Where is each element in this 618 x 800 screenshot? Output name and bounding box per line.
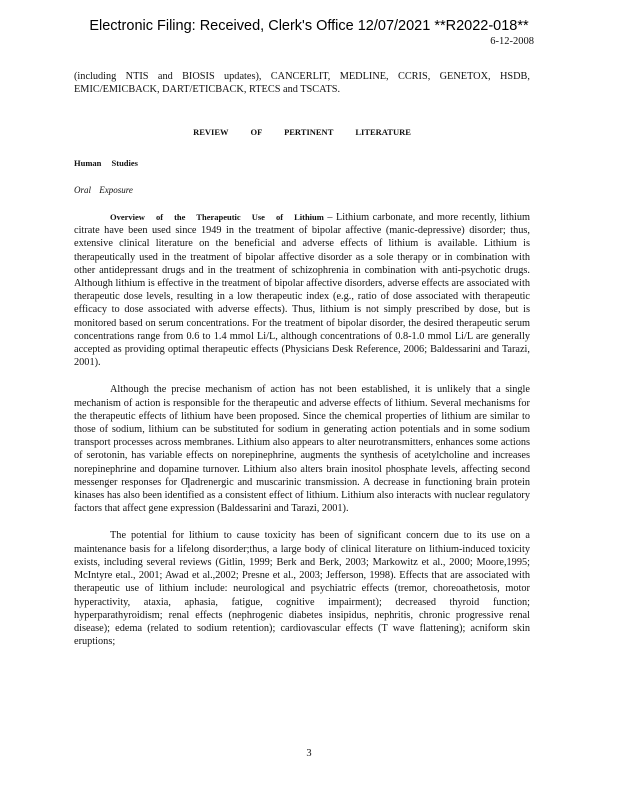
- filing-stamp-header: Electronic Filing: Received, Clerk's Office 12/07/2021 **R2022-018**: [89, 18, 529, 34]
- section-title: REVIEW OF PERTINENT LITERATURE: [193, 127, 411, 138]
- paragraph-mechanism: Although the precise mechanism of action has not been established, it is unlikely that a single mechanism of action is responsible for the therapeutic and adverse effects of lithium. Several mechanisms for the therapeutic effects of lithium have been proposed. Since the chemical properties of lithium are similar to those of sodium, lithium can be substituted for sodium in generating action potentials and in some sodium transport processes across membranes. Lithium also appears to alter neurotransmitters, enhances some actions of serotonin, has variable effects on norepinephrine, augments the synthesis of acetylcholine and increases norepinephrine and dopamine turnover. Lithium also alters brain inositol phosphate levels, affecting second messenger responses for Ƣadrenergic and muscarinic transmission. A decrease in functioning brain protein kinases has also been identified as a consistent effect of lithium. Lithium also interacts with nuclear regulatory factors that affect gene expression (Baldessarini and Tarazi, 2001).: [74, 384, 530, 515]
- document-date: 6-12-2008: [490, 36, 534, 47]
- subheading-oral-exposure: Oral Exposure: [74, 184, 133, 195]
- continuation-paragraph: (including NTIS and BIOSIS updates), CANCERLIT, MEDLINE, CCRIS, GENETOX, HSDB, EMIC/EMICBACK, DART/ETICBACK, RTECS and TSCATS.: [74, 71, 530, 96]
- page-number: 3: [306, 748, 312, 759]
- paragraph-toxicity: The potential for lithium to cause toxicity has been of significant concern due to its use on a maintenance basis for a lifelong disorder;thus, a large body of clinical literature on lithium-induced toxicity exists, including several reviews (Gitlin, 1999; Berk and Berk, 2003; Markowitz et al., 2000; Moore,1995; McIntyre etal., 2001; Awad et al.,2002; Presne et al., 2003; Jefferson, 1998). Effects that are associated with therapeutic use of lithium include: neurological and psychiatric effects (tremor, choreoathetosis, motor hyperactivity, ataxia, aphasia, fatigue, cognitive impairment); decreased thyroid function; hyperparathyroidism; renal effects (nephrogenic diabetes insipidus, nephritis, chronic progressive renal disease); edema (related to sodium retention); cardiovascular effects (T wave flattening); acniform skin eruptions;: [74, 530, 530, 648]
- heading-human-studies: Human Studies: [74, 157, 138, 168]
- overview-inline-heading: Overview of the Therapeutic Use of Lithium: [110, 212, 324, 223]
- paragraph-overview: [74, 211, 530, 369]
- overview-text: – Lithium carbonate, and more recently, lithium citrate have been used since 1949 in the treatment of bipolar affective (manic-depressive) disorder; thus, extensive clinical literature on the beneficial and adverse effects of lithium is available. Lithium is therapeutically used in the treatment of bipolar affective disorder as a sole therapy or in combination with other antidepressant drugs and in the treatment of schizophrenia in combination with anti-psychotic drugs. Although lithium is effective in the treatment of bipolar affective disorders, adverse effects are associated with therapeutic dose levels, resulting in a low therapeutic index (e.g., ratio of dose associated with therapeutic efficacy to dose associated with adverse effects). Thus, lithium is not simply prescribed by dose, but is monitored based on serum concentrations. For the treatment of bipolar disorder, the desired therapeutic serum concentrations range from 0.6 to 1.4 mmol Li/L, although concentrations of 0.8-1.0 mmol Li/L are generally accepted as providing optimal therapeutic effects (Physicians Desk Reference, 2006; Baldessarini and Tarazi, 2001).: [74, 212, 530, 369]
- document-body: [74, 70, 530, 662]
